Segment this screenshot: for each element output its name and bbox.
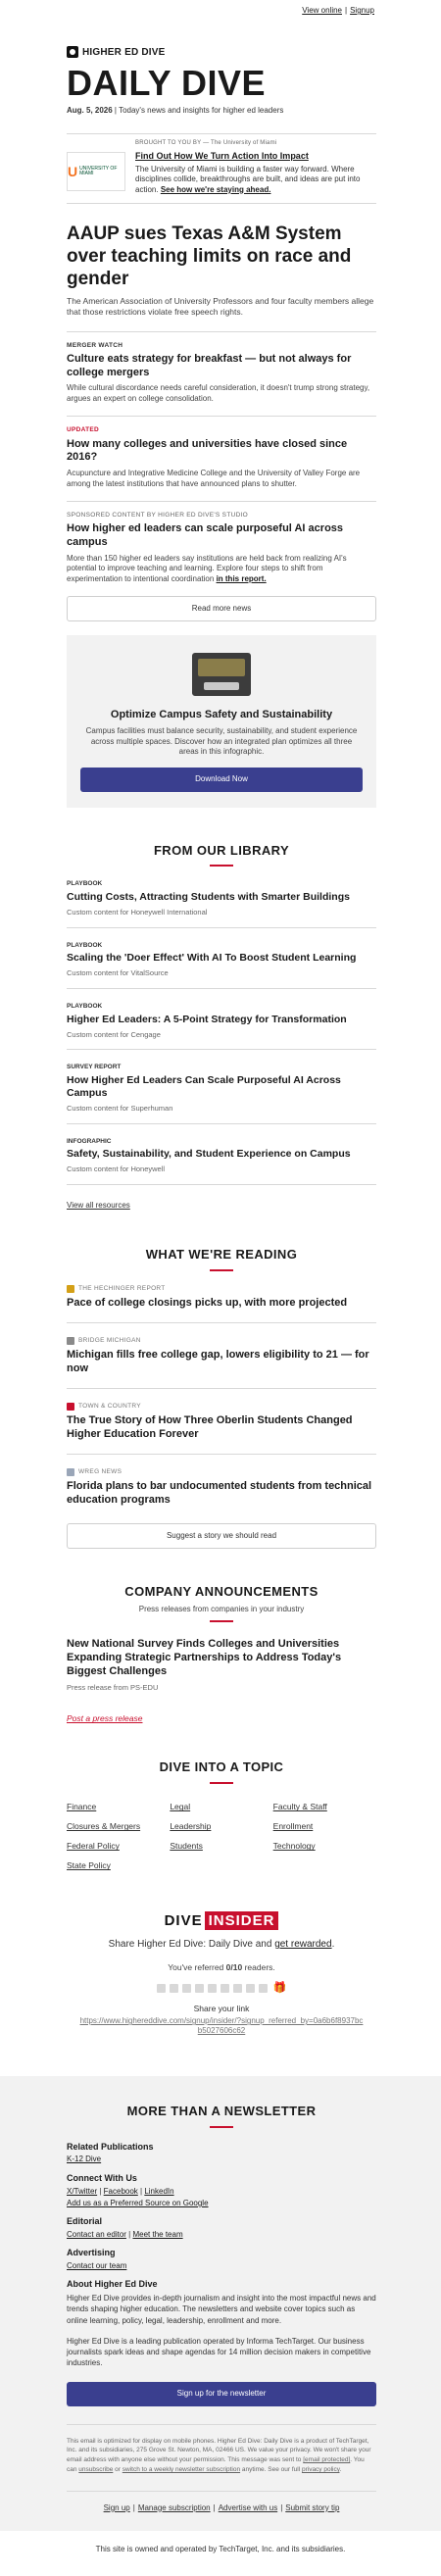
dive-logo-icon — [67, 46, 78, 58]
issue-date: Aug. 5, 2026 — [67, 106, 113, 115]
k12-dive-link[interactable]: K-12 Dive — [67, 2155, 102, 2164]
topic-link[interactable]: Finance — [67, 1802, 97, 1812]
story-item — [67, 332, 376, 418]
resource-sponsor: Custom content for Superhuman — [67, 1104, 173, 1114]
editorial-heading: Editorial — [67, 2216, 103, 2227]
story-headline: Culture eats strategy for breakfast — but not always for college mergers — [67, 352, 352, 378]
referral-count-value: 0/10 — [225, 1962, 243, 1972]
progress-box — [195, 1984, 204, 1993]
legal-mid: . You can — [67, 2456, 365, 2473]
recipient-email[interactable]: [email protected] — [303, 2456, 351, 2464]
reading-title: Michigan fills free college gap, lowers eligibility to 21 — for now — [67, 1349, 369, 1375]
topic-link[interactable]: Federal Policy — [67, 1841, 120, 1852]
footer-links: Sign up | Manage subscription | Advertise with us | Submit story tip — [67, 2491, 376, 2513]
count-pre: You've referred — [168, 1962, 224, 1972]
get-rewarded-link[interactable]: get rewarded — [274, 1939, 332, 1950]
about — [67, 2279, 376, 2368]
sponsored-story — [67, 502, 376, 596]
meet-team-link[interactable]: Meet the team — [132, 2230, 183, 2239]
share-link-label: Share your link — [193, 2004, 250, 2014]
twitter-link[interactable]: X/Twitter — [67, 2186, 98, 2196]
dateline: Aug. 5, 2026 | Today's news and insights for higher ed leaders — [67, 106, 284, 115]
brand-dive: DIVE — [141, 46, 166, 58]
story-headline: How higher ed leaders can scale purposeful AI across campus — [67, 522, 344, 549]
resource-type: PLAYBOOK — [67, 941, 103, 949]
newsletter-title: DAILY DIVE — [67, 63, 267, 103]
signup-link[interactable]: Signup — [350, 6, 374, 15]
submit-tip-link[interactable]: Submit story tip — [285, 2502, 340, 2512]
privacy-policy-link[interactable]: privacy policy — [301, 2465, 340, 2473]
signup-newsletter-button[interactable]: Sign up for the newsletter — [67, 2382, 376, 2405]
switch-weekly-link[interactable]: switch to a weekly newsletter subscription — [122, 2465, 241, 2473]
press-release-source: Press release from PS-EDU — [67, 1682, 159, 1692]
brand-logo[interactable] — [67, 45, 376, 59]
resource-type: INFOGRAPHIC — [67, 1137, 112, 1145]
footer-heading: MORE THAN A NEWSLETTER — [126, 2103, 317, 2118]
topics-heading: DIVE INTO A TOPIC — [159, 1759, 284, 1775]
resource-sponsor: Custom content for Honeywell International — [67, 908, 208, 916]
announcements-subheading: Press releases from companies in your industry — [138, 1604, 305, 1613]
reading-title: Pace of college closings picks up, with more projected — [67, 1297, 348, 1310]
story-link[interactable] — [67, 353, 376, 380]
resource-title: How Higher Ed Leaders Can Scale Purposeful AI Across Campus — [67, 1073, 341, 1099]
ad-cta-link[interactable]: See how we're staying ahead. — [160, 184, 271, 194]
topic-link[interactable]: Students — [170, 1841, 203, 1852]
contact-team-link[interactable]: Contact our team — [67, 2261, 127, 2271]
insider-logo-insider: INSIDER — [205, 1911, 279, 1930]
topic-grid — [67, 1802, 376, 1871]
story-kicker: MERGER WATCH — [67, 341, 123, 349]
progress-box — [246, 1984, 255, 1993]
post-press-release-link[interactable]: Post a press release — [67, 1713, 143, 1724]
editorial: Editorial Contact an editor | Meet the team — [67, 2216, 376, 2240]
view-online-link[interactable]: View online — [302, 6, 342, 15]
referral-progress — [67, 1983, 376, 1994]
reading-title: The True Story of How Three Oberlin Students Changed Higher Education Forever — [67, 1414, 353, 1441]
ad-brought-by: BROUGHT TO YOU BY — The University of Miami — [135, 140, 277, 147]
story-item — [67, 417, 376, 502]
infographic-thumbnail[interactable] — [192, 653, 251, 696]
legal-text: This email is optimized for display on mobile phones. Higher Ed Dive: Daily Dive is a product of TechTarget, Inc. and its subsidiaries, 275 Grove St. Newton, MA, 02466 US. We value your privacy. We won't share your email address with anyone else without your permission. This message was sent to [email protected]. You can unsubscribe or switch to a weekly newsletter subscription anytime. See our full privacy policy. — [67, 2424, 376, 2475]
legal-pre: This email is optimized for display on mobile phones. Higher Ed Dive: Daily Dive is a product of TechTarget, Inc. and its subsidiaries, 275 Grove St. Newton, MA, 02466 US. We value your privacy. We won't share your email address with anyone else without your permission. This message was sent to — [67, 2437, 371, 2464]
related-heading: Related Publications — [67, 2141, 154, 2152]
resource-title: Cutting Costs, Attracting Students with Smarter Buildings — [67, 890, 350, 903]
promo-text: Campus facilities must balance security, sustainability, and student experience across multiple spaces. Discover how an integrated plan optimizes all three areas in this infographic. — [85, 725, 358, 757]
story-dek-text: More than 150 higher ed leaders say institutions are held back from realizing AI's potential to improve teaching and learning. Explore four steps to shift from experimentation to intentional coordination — [67, 553, 347, 583]
referral-link[interactable]: https://www.highereddive.com/signup/insider/?signup_referred_by=0a6b6f8937bcb5027606c62 — [79, 2016, 364, 2036]
lead-story[interactable] — [67, 223, 376, 290]
download-now-button[interactable]: Download Now — [80, 768, 363, 791]
press-release-title: New National Survey Finds Colleges and Universities Expanding Strategic Partnerships to Address Today's Biggest Challenges — [67, 1638, 342, 1677]
progress-box — [233, 1984, 242, 1993]
source-name: TOWN & COUNTRY — [78, 1402, 141, 1410]
announcements-heading: COMPANY ANNOUNCEMENTS — [124, 1584, 318, 1600]
advertise-link[interactable]: Advertise with us — [218, 2502, 278, 2512]
promo-box — [67, 635, 376, 807]
report-link[interactable]: in this report. — [216, 573, 267, 583]
source-name: BRIDGE MICHIGAN — [78, 1336, 141, 1344]
reading-title: Florida plans to bar undocumented students from technical education programs — [67, 1480, 372, 1506]
ad-title-link[interactable]: Find Out How We Turn Action Into Impact — [135, 151, 309, 162]
library-list — [67, 867, 376, 1185]
section-divider — [210, 2126, 233, 2128]
topic-link[interactable]: Enrollment — [272, 1821, 314, 1832]
about-text-2: Higher Ed Dive is a leading publication operated by Informa TechTarget. Our business journalists spark ideas and shape agendas for 14 million decision makers in competitive industries. — [67, 2336, 371, 2368]
story-link[interactable] — [67, 438, 376, 466]
topic-link[interactable]: Legal — [170, 1802, 191, 1812]
progress-box — [157, 1984, 166, 1993]
footer — [0, 2076, 441, 2531]
story-headline: How many colleges and universities have closed since 2016? — [67, 437, 348, 464]
resource-type: PLAYBOOK — [67, 1003, 103, 1011]
press-release-item[interactable] — [67, 1622, 376, 1700]
logo-letter: U — [68, 164, 78, 180]
library-item[interactable] — [67, 1050, 376, 1123]
library-heading: FROM OUR LIBRARY — [153, 842, 290, 858]
story-dek: Acupuncture and Integrative Medicine College and the University of Valley Forge are among the latest institutions that have announced plans to shutter. — [67, 469, 361, 488]
source-logo-icon — [67, 1468, 74, 1476]
reading-item[interactable] — [67, 1323, 376, 1389]
library-item[interactable] — [67, 1124, 376, 1185]
google-preferred-source-link[interactable]: Add us as a Preferred Source on Google — [67, 2198, 209, 2207]
brand-higher: HIGHER ED — [82, 46, 139, 58]
dive-insider-logo — [67, 1911, 376, 1931]
resource-title: Higher Ed Leaders: A 5-Point Strategy for Transformation — [67, 1013, 347, 1025]
count-post: readers. — [244, 1962, 275, 1972]
section-divider — [210, 1782, 233, 1784]
ad-body-text: The University of Miami is building a faster way forward. Where disciplines collide, breakthroughs are built, and ideas are put into action. — [135, 164, 361, 194]
university-logo[interactable] — [67, 152, 125, 191]
insider-logo-dive: DIVE — [164, 1911, 203, 1929]
library-item[interactable] — [67, 867, 376, 927]
related-publications — [67, 2142, 376, 2165]
ownership-notice: This site is owned and operated by TechTarget, Inc. and its subsidiaries. — [95, 2545, 346, 2554]
topic-link[interactable]: Closures & Mergers — [67, 1821, 141, 1832]
logo-text: UNIVERSITY OF MIAMI — [79, 165, 118, 177]
progress-box — [170, 1984, 178, 1993]
ad-text — [135, 165, 376, 195]
unsubscribe-link[interactable]: unsubscribe — [78, 2465, 114, 2473]
advertising — [67, 2248, 376, 2271]
topic-link[interactable]: State Policy — [67, 1860, 111, 1871]
gift-icon: 🎁 — [272, 1982, 287, 1995]
resource-title: Safety, Sustainability, and Student Experience on Campus — [67, 1148, 351, 1161]
progress-box — [220, 1984, 229, 1993]
top-links: View online | Signup — [302, 6, 374, 15]
library-item[interactable] — [67, 928, 376, 989]
topic-link[interactable]: Technology — [272, 1841, 316, 1852]
read-more-button[interactable]: Read more news — [67, 596, 376, 621]
resource-sponsor: Custom content for Cengage — [67, 1029, 161, 1039]
tagline: Today's news and insights for higher ed leaders — [119, 106, 284, 115]
linkedin-link[interactable]: LinkedIn — [144, 2186, 174, 2196]
about-heading: About Higher Ed Dive — [67, 2279, 158, 2290]
manage-subscription-link[interactable]: Manage subscription — [137, 2502, 211, 2512]
source-name: WREG NEWS — [78, 1467, 122, 1475]
library-item[interactable] — [67, 989, 376, 1050]
contact-editor-link[interactable]: Contact an editor — [67, 2230, 126, 2239]
sponsor-ad — [67, 133, 376, 204]
reading-item[interactable] — [67, 1455, 376, 1519]
resource-type: SURVEY REPORT — [67, 1064, 122, 1071]
share-post: . — [331, 1939, 335, 1950]
reading-heading: WHAT WE'RE READING — [145, 1246, 298, 1262]
insider-share-text — [67, 1938, 376, 1951]
legal-or: or — [115, 2465, 121, 2473]
resource-type: PLAYBOOK — [67, 880, 103, 888]
facebook-link[interactable]: Facebook — [103, 2186, 138, 2196]
source-name: THE HECHINGER REPORT — [78, 1284, 166, 1292]
share-pre: Share Higher Ed Dive: Daily Dive and — [108, 1939, 272, 1950]
suggest-story-button[interactable]: Suggest a story we should read — [67, 1523, 376, 1549]
topic-link[interactable]: Leadership — [170, 1821, 212, 1832]
progress-box — [208, 1984, 217, 1993]
reading-item[interactable] — [67, 1389, 376, 1455]
story-link[interactable] — [67, 522, 376, 550]
topic-link[interactable]: Faculty & Staff — [272, 1802, 327, 1812]
progress-box — [259, 1984, 268, 1993]
resource-sponsor: Custom content for VitalSource — [67, 968, 169, 978]
source-logo-icon — [67, 1337, 74, 1345]
story-kicker: UPDATED — [67, 426, 100, 434]
resource-sponsor: Custom content for Honeywell — [67, 1164, 166, 1174]
connect-with-us: Connect With Us X/Twitter | Facebook | LinkedIn Add us as a Preferred Source on Google — [67, 2173, 376, 2208]
story-dek: While cultural discordance needs careful consideration, it doesn't trump strong strategy, argues an expert on college consolidation. — [67, 383, 370, 403]
story-kicker: SPONSORED CONTENT BY HIGHER ED DIVE'S STUDIO — [67, 511, 249, 519]
footer-signup-link[interactable]: Sign up — [103, 2502, 130, 2512]
view-all-resources-link[interactable]: View all resources — [67, 1201, 130, 1211]
progress-box — [182, 1984, 191, 1993]
promo-title: Optimize Campus Safety and Sustainability — [110, 709, 333, 721]
lead-headline: AAUP sues Texas A&M System over teaching limits on race and gender — [67, 223, 352, 289]
about-text: Higher Ed Dive provides in-depth journalism and insight into the most impactful news and trends shaping higher education. The newsletters and website cover topics such as online learning, policy, legal, leadership, enrollment and more. — [67, 2294, 376, 2325]
lead-dek: The American Association of University Professors and four faculty members allege that those restrictions violate free speech rights. — [67, 296, 374, 318]
story-dek — [67, 554, 376, 584]
referral-count — [67, 1962, 376, 1973]
advertising-heading: Advertising — [67, 2248, 116, 2258]
reading-item[interactable] — [67, 1271, 376, 1323]
legal-end: anytime. See our full — [241, 2465, 301, 2473]
source-logo-icon — [67, 1403, 74, 1411]
source-logo-icon — [67, 1285, 74, 1293]
connect-heading: Connect With Us — [67, 2172, 137, 2183]
resource-title: Scaling the 'Doer Effect' With AI To Boost Student Learning — [67, 952, 357, 965]
